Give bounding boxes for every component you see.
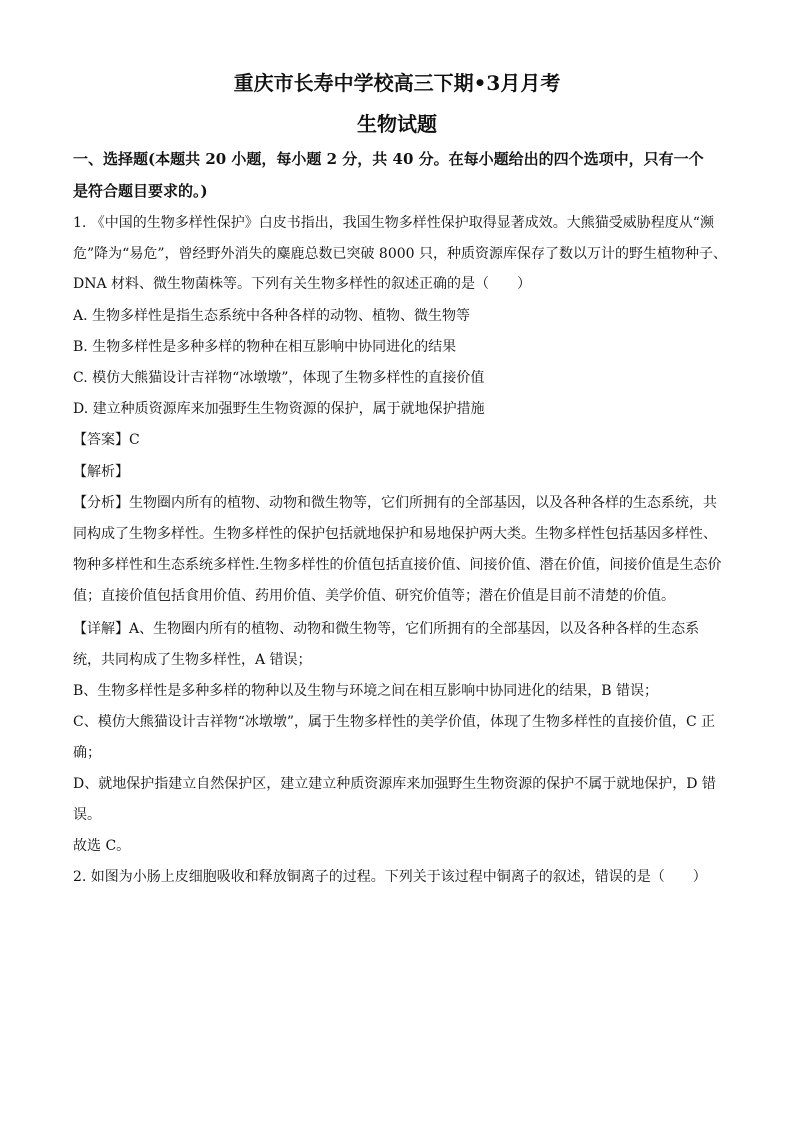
q1-stem-line-1: 1. 《中国的生物多样性保护》白皮书指出，我国生物多样性保护取得显著成效。大熊猫受威胁程度从“濒 [73, 215, 714, 231]
page-title: 重庆市长寿中学校高三下期•3月月考 [233, 71, 561, 95]
q1-fenxi-line-4: 值；直接价值包括食用价值、药用价值、美学价值、研究价值等；潜在价值是目前不清楚的价值。 [73, 588, 675, 604]
q1-xiangjie-d-line-1: D、就地保护指建立自然保护区，建立建立种质资源库来加强野生生物资源的保护不属于就地保护，D 错 [73, 776, 716, 792]
q1-answer: 【答案】C [73, 432, 140, 448]
section-heading-line-1: 一、选择题(本题共 20 小题，每小题 2 分，共 40 分。在每小题给出的四个选项中，只有一个 [73, 150, 704, 168]
page-subtitle: 生物试题 [357, 112, 437, 136]
q1-xiangjie-c-line-1: C、模仿大熊猫设计吉祥物“冰墩墩”，属于生物多样性的美学价值，体现了生物多样性的直接价值，C 正 [73, 714, 716, 730]
q1-xiangjie-line-1: 【详解】A、生物圈内所有的植物、动物和微生物等，它们所拥有的全部基因，以及各种各样的生态系 [73, 621, 700, 637]
q1-xiangjie-b: B、生物多样性是多种多样的物种以及生物与环境之间在相互影响中协同进化的结果，B 错误； [73, 683, 659, 699]
q1-xiangjie-c-line-2: 确； [73, 745, 101, 761]
q2-stem-line-1: 2. 如图为小肠上皮细胞吸收和释放铜离子的过程。下列关于该过程中铜离子的叙述，错误的是（ ） [73, 869, 707, 885]
q1-stem-line-3: DNA 材料、微生物菌株等。下列有关生物多样性的叙述正确的是（ ） [73, 276, 532, 292]
q1-conclusion: 故选 C。 [73, 838, 131, 854]
q1-option-a: A. 生物多样性是指生态系统中各种各样的动物、植物、微生物等 [73, 308, 471, 324]
q1-xiangjie-line-2: 统，共同构成了生物多样性，A 错误； [73, 652, 312, 668]
q1-option-b: B. 生物多样性是多种多样的物种在相互影响中协同进化的结果 [73, 339, 457, 355]
q1-stem-line-2: 危”降为“易危”，曾经野外消失的麋鹿总数已突破 8000 只，种质资源库保存了数以万计的野生植物种子、 [73, 246, 727, 262]
section-heading-line-2: 是符合题目要求的。) [73, 182, 208, 200]
q1-fenxi-line-2: 同构成了生物多样性。生物多样性的保护包括就地保护和易地保护两大类。生物多样性包括基因多样性、 [73, 526, 717, 542]
q1-option-d: D. 建立种质资源库来加强野生生物资源的保护，属于就地保护措施 [73, 401, 485, 417]
q1-fenxi-line-3: 物种多样性和生态系统多样性.生物多样性的价值包括直接价值、间接价值、潜在价值，间接价值是生态价 [73, 557, 722, 573]
q1-analysis-label: 【解析】 [73, 464, 129, 480]
q1-fenxi-line-1: 【分析】生物圈内所有的植物、动物和微生物等，它们所拥有的全部基因，以及各种各样的生态系统，共 [73, 495, 717, 511]
q1-xiangjie-d-line-2: 误。 [73, 807, 101, 823]
q1-option-c: C. 模仿大熊猫设计吉祥物“冰墩墩”，体现了生物多样性的直接价值 [73, 370, 485, 386]
